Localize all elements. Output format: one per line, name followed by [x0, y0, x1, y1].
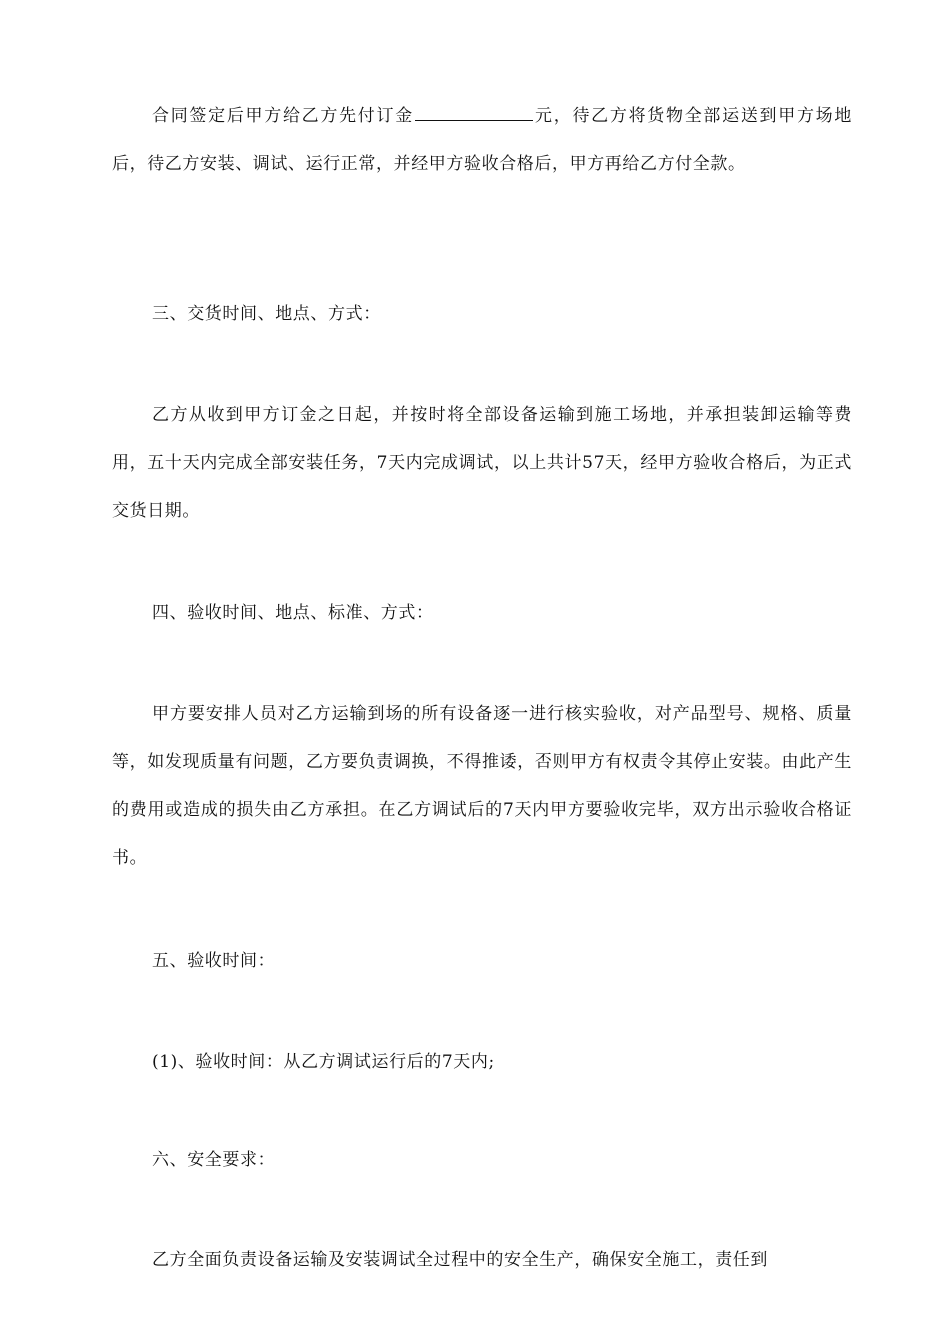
section-4-paragraph: 甲方要安排人员对乙方运输到场的所有设备逐一进行核实验收，对产品型号、规格、质量等，如发现质量有问题，乙方要负责调换，不得推诿，否则甲方有权责令其停止安装。由此产生的费用或造成的损失由乙方承担。在乙方调试后的7天内甲方要验收完毕，双方出示验收合格证书。: [112, 704, 852, 868]
section-5-item-1: (1)、验收时间：从乙方调试运行后的7天内;: [152, 1052, 495, 1072]
section-6-paragraph: 乙方全面负责设备运输及安装调试全过程中的安全生产，确保安全施工，责任到: [152, 1250, 768, 1270]
payment-text-after-blank: 元，待乙方将货物全部运送到甲方场地后，待乙方安装、调试、运行正常，并经甲方验收合格后，甲方再给乙方付全款。: [112, 106, 852, 174]
section-3-paragraph: 乙方从收到甲方订金之日起，并按时将全部设备运输到施工场地，并承担装卸运输等费用，五十天内完成全部安装任务，7天内完成调试，以上共计57天，经甲方验收合格后，为正式交货日期。: [112, 405, 852, 521]
deposit-amount-blank: [415, 102, 533, 121]
section-3-heading: 三、交货时间、地点、方式：: [152, 304, 381, 324]
section-5-heading: 五、验收时间：: [152, 951, 276, 971]
payment-paragraph: [112, 92, 852, 188]
section-4-heading: 四、验收时间、地点、标准、方式：: [152, 603, 434, 623]
section-6-heading: 六、安全要求：: [152, 1150, 276, 1170]
payment-text-before-blank: 合同签定后甲方给乙方先付订金: [152, 106, 414, 126]
